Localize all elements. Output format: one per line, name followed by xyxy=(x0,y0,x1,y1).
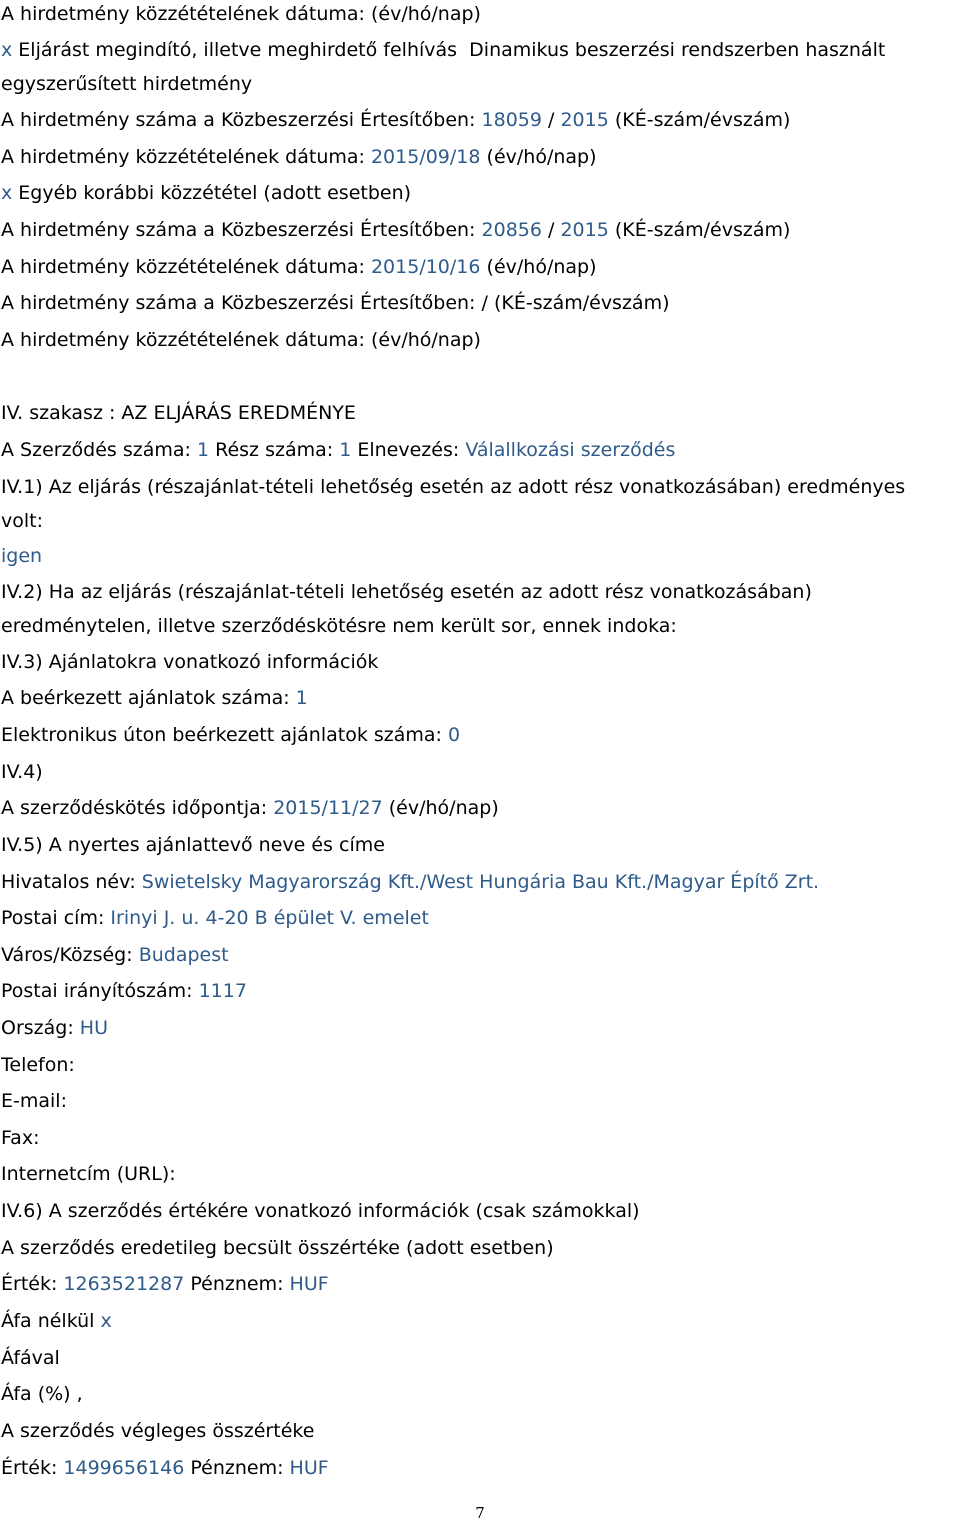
label: Elektronikus úton beérkezett ajánlatok száma: xyxy=(1,724,442,746)
part-number: 1 xyxy=(339,439,352,461)
unit: (év/hó/nap) xyxy=(486,256,597,278)
notice-2-number-line xyxy=(1,218,959,242)
notice-type-label: Eljárást megindító, illetve meghirdető felhívás xyxy=(18,39,458,61)
received-offers-line xyxy=(1,686,959,710)
other-publication-line xyxy=(1,181,959,205)
iv1-label: IV.1) Az eljárás (részajánlat-tételi lehetőség esetén az adott rész vonatkozásában) eredményes xyxy=(1,476,906,498)
notice-year: 2015 xyxy=(560,109,609,131)
notice-1-date-line xyxy=(1,145,959,169)
vat-percent-label: Áfa (%) , xyxy=(1,1383,83,1405)
label: A hirdetmény közzétételének dátuma: xyxy=(1,329,365,351)
notice-date: 2015/09/18 xyxy=(370,146,481,168)
notice-3-date-line xyxy=(1,328,959,352)
label: A hirdetmény közzétételének dátuma: xyxy=(1,256,365,278)
label: A szerződéskötés időpontja: xyxy=(1,797,268,819)
winner-name: Swietelsky Magyarország Kft./West Hungária Bau Kft./Magyar Építő Zrt. xyxy=(141,871,820,893)
final-value-label: A szerződés végleges összértéke xyxy=(1,1420,315,1442)
estimated-value-line xyxy=(1,1272,959,1296)
notice-1-number-line xyxy=(1,108,959,132)
label: A Szerződés száma: xyxy=(1,439,191,461)
notice-date: 2015/10/16 xyxy=(370,256,481,278)
notice-2-date-line xyxy=(1,255,959,279)
no-vat-marker: x xyxy=(100,1310,112,1332)
label: Postai cím: xyxy=(1,907,105,929)
separator: / xyxy=(481,292,488,314)
label: Elnevezés: xyxy=(357,439,460,461)
label: Város/Község: xyxy=(1,944,133,966)
notice-type-line-2 xyxy=(1,72,959,96)
estimated-value: 1263521287 xyxy=(63,1273,185,1295)
notice-year: 2015 xyxy=(560,219,609,241)
contract-name: Válallkozási szerződés xyxy=(465,439,676,461)
label: A hirdetmény száma a Közbeszerzési Értesítőben: xyxy=(1,292,476,314)
notice-type-label-3: egyszerűsített hirdetmény xyxy=(1,73,253,95)
estimated-value-label: A szerződés eredetileg becsült összértéke (adott esetben) xyxy=(1,1237,554,1259)
unit: (KÉ-szám/évszám) xyxy=(614,109,791,131)
electronic-offers-count: 0 xyxy=(448,724,461,746)
winner-zip-line xyxy=(1,979,959,1003)
label: Postai irányítószám: xyxy=(1,980,193,1002)
iv1-label-2: volt: xyxy=(1,510,43,532)
final-value-line xyxy=(1,1456,959,1480)
contract-date: 2015/11/27 xyxy=(273,797,383,819)
winner-country: HU xyxy=(79,1017,108,1039)
final-value: 1499656146 xyxy=(63,1457,185,1479)
separator: / xyxy=(548,219,555,241)
label: A hirdetmény közzétételének dátuma: xyxy=(1,146,365,168)
iv2-label: IV.2) Ha az eljárás (részajánlat-tételi lehetőség esetén az adott rész vonatkozásában) xyxy=(1,581,812,603)
iv5-title: IV.5) A nyertes ajánlattevő neve és címe xyxy=(1,834,385,856)
unit: (év/hó/nap) xyxy=(370,329,481,351)
email-label: E-mail: xyxy=(1,1090,67,1112)
url-label: Internetcím (URL): xyxy=(1,1163,176,1185)
iv4-title: IV.4) xyxy=(1,761,43,783)
other-publication-label: Egyéb korábbi közzététel (adott esetben) xyxy=(18,182,412,204)
label: Áfa nélkül xyxy=(1,1310,95,1332)
label: A hirdetmény száma a Közbeszerzési Értesítőben: xyxy=(1,219,476,241)
no-vat-line xyxy=(1,1309,959,1333)
checkbox-marker: x xyxy=(1,39,13,61)
contract-line xyxy=(1,438,959,462)
winner-city: Budapest xyxy=(138,944,229,966)
label: Pénznem: xyxy=(190,1273,284,1295)
label: Érték: xyxy=(1,1273,58,1295)
winner-address: Irinyi J. u. 4-20 B épület V. emelet xyxy=(110,907,429,929)
winner-city-line xyxy=(1,943,959,967)
label: A beérkezett ajánlatok száma: xyxy=(1,687,290,709)
label: Pénznem: xyxy=(190,1457,284,1479)
winner-name-line xyxy=(1,870,959,894)
unit: (év/hó/nap) xyxy=(388,797,499,819)
iv1-value: igen xyxy=(1,545,43,567)
notice-number: 20856 xyxy=(481,219,542,241)
label: Érték: xyxy=(1,1457,58,1479)
winner-country-line xyxy=(1,1016,959,1040)
electronic-offers-line xyxy=(1,723,959,747)
unit: (év/hó/nap) xyxy=(486,146,597,168)
phone-label: Telefon: xyxy=(1,1054,75,1076)
notice-type-label-2: Dinamikus beszerzési rendszerben használt xyxy=(469,39,886,61)
contract-date-line xyxy=(1,796,959,820)
received-offers-count: 1 xyxy=(295,687,308,709)
notice-number: 18059 xyxy=(481,109,542,131)
label: Ország: xyxy=(1,1017,74,1039)
page-number: 7 xyxy=(475,1504,485,1522)
section-title: IV. szakasz : AZ ELJÁRÁS EREDMÉNYE xyxy=(1,402,356,424)
label: Hivatalos név: xyxy=(1,871,136,893)
iv3-title: IV.3) Ajánlatokra vonatkozó információk xyxy=(1,651,379,673)
iv6-title: IV.6) A szerződés értékére vonatkozó információk (csak számokkal) xyxy=(1,1200,640,1222)
unit: (KÉ-szám/évszám) xyxy=(493,292,670,314)
winner-zip: 1117 xyxy=(198,980,247,1002)
contract-number: 1 xyxy=(196,439,210,461)
notice-type-line xyxy=(1,38,959,62)
separator: / xyxy=(548,109,555,131)
iv2-label-2: eredménytelen, illetve szerződéskötésre nem került sor, ennek indoka: xyxy=(1,615,677,637)
final-currency: HUF xyxy=(289,1457,329,1479)
winner-address-line xyxy=(1,906,959,930)
notice-3-number-line xyxy=(1,291,959,315)
checkbox-marker: x xyxy=(1,182,13,204)
with-vat-label: Áfával xyxy=(1,1347,60,1369)
unit: (KÉ-szám/évszám) xyxy=(614,219,791,241)
label: A hirdetmény közzétételének dátuma: xyxy=(1,3,365,25)
label: Rész száma: xyxy=(215,439,334,461)
estimated-currency: HUF xyxy=(289,1273,329,1295)
label: A hirdetmény száma a Közbeszerzési Értesítőben: xyxy=(1,109,476,131)
prev-notice-date-line xyxy=(1,2,959,26)
fax-label: Fax: xyxy=(1,1127,40,1149)
unit: (év/hó/nap) xyxy=(370,3,481,25)
